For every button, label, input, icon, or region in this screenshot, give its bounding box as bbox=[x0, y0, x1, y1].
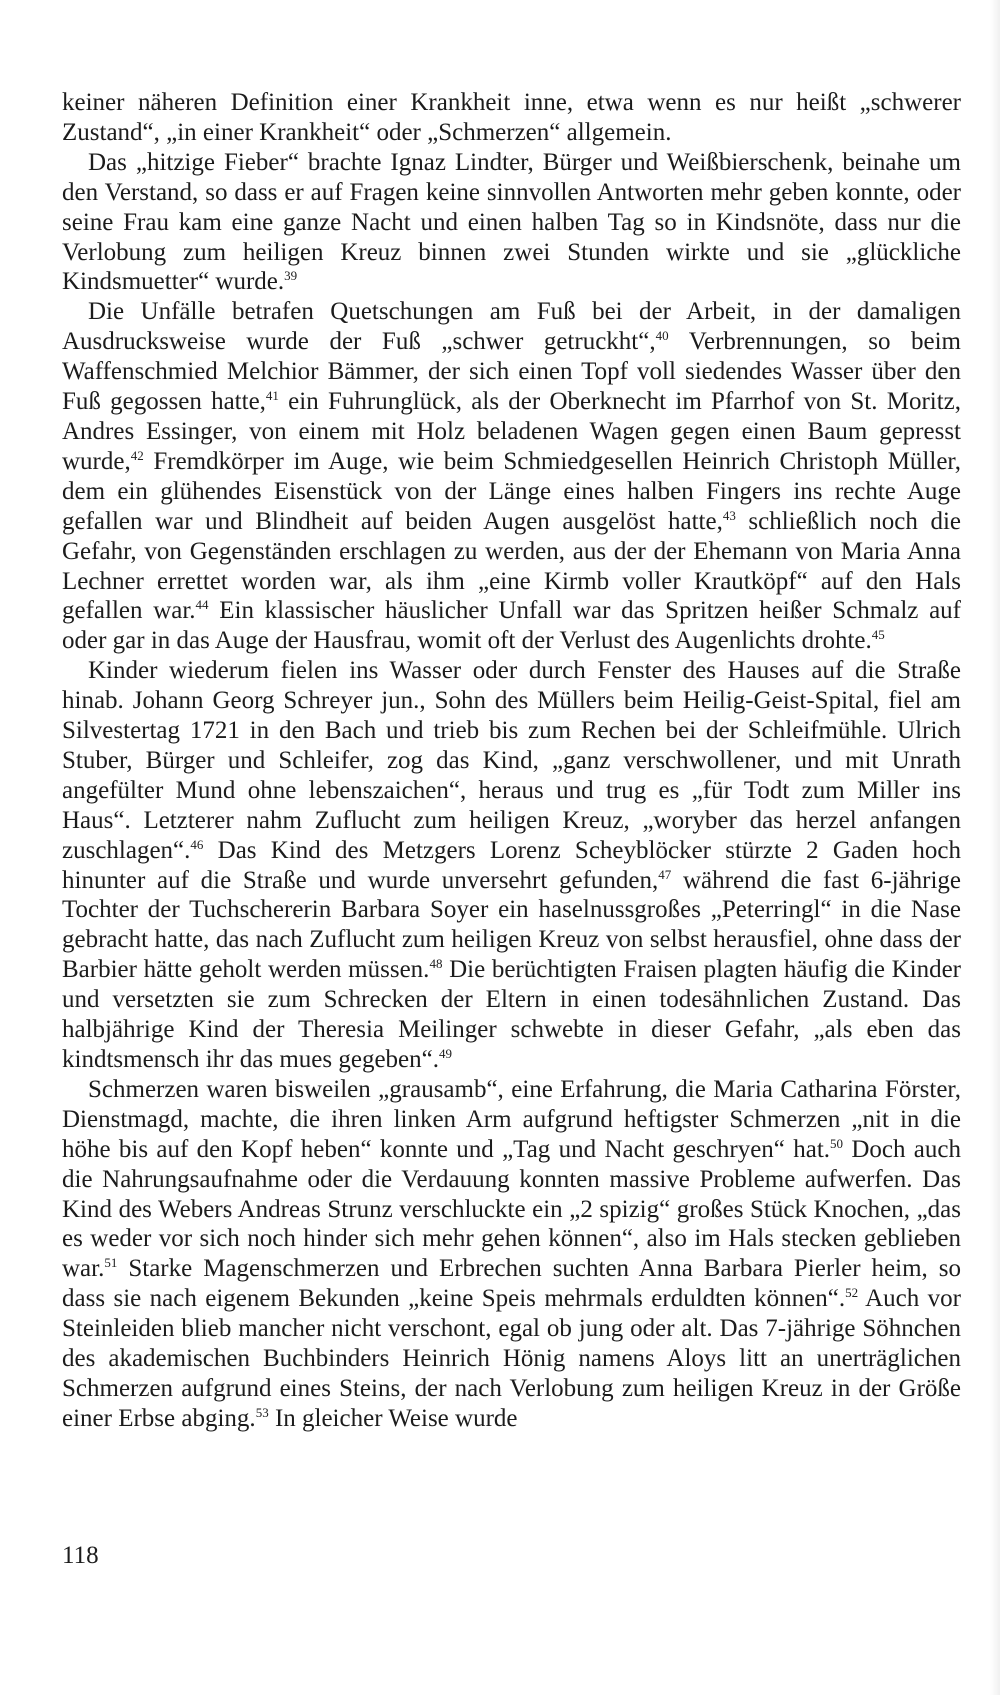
footnote-marker: 52 bbox=[845, 1285, 859, 1301]
text-segment: Kinder wiederum fielen ins Wasser oder durch Fenster des Hauses auf die Straße hinab. Johann Georg Schreyer jun., Sohn des Müllers beim Heilig-Geist-Spital, fiel am Silvestertag 1721 in den Bach und trieb bis zum Rechen bei der Schleifmühle. Ulrich Stuber, Bürger und Schleifer, zog das Kind, „ganz verschwollener, und mit Unrath angefülter Mund ohne lebenszaichen“, heraus und trug es „für Todt zum Miller ins Haus“. Letzterer nahm Zuflucht zum heiligen Kreuz, „woryber das herzel anfangen zuschlagen“. bbox=[62, 657, 961, 864]
text-segment: Das „hitzige Fieber“ brachte Ignaz Lindter, Bürger und Weißbierschenk, beinahe um den Verstand, so dass er auf Fragen keine sinnvollen Antworten mehr geben konnte, oder seine Frau kam eine ganze Nacht und einen halben Tag so in Kindsnöte, dass nur die Verlobung zum heiligen Kreuz binnen zwei Stunden wirkte und sie „glückliche Kindsmuetter“ wurde. bbox=[62, 148, 961, 296]
paragraph bbox=[62, 148, 961, 298]
text-segment: In gleicher Weise wurde bbox=[268, 1404, 518, 1432]
paragraph bbox=[62, 656, 961, 1075]
paragraph bbox=[62, 297, 961, 656]
footnote-marker: 51 bbox=[104, 1255, 118, 1271]
text-segment: schließlich noch die Gefahr, von Gegenständen erschlagen zu werden, aus der der Ehemann von Maria Anna Lechner errettet worden war, als ihm „eine Kirmb voller Krautköpf“ auf den Hals gefallen war. bbox=[62, 507, 961, 625]
paragraph bbox=[62, 1075, 961, 1434]
text-segment: Fremdkörper im Auge, wie beim Schmiedgesellen Heinrich Christoph Müller, dem ein glühendes Eisenstück von der Länge eines halben Fingers ins rechte Auge gefallen war und Blindheit auf beiden Augen ausgelöst hatte, bbox=[62, 447, 961, 535]
footnote-marker: 42 bbox=[130, 447, 144, 463]
text-segment: Verbrennungen, so beim Waffenschmied Melchior Bämmer, der sich einen Topf voll siedendes Wasser über den Fuß gegossen hatte, bbox=[62, 328, 961, 416]
text-segment: Die Unfälle betrafen Quetschungen am Fuß bei der Arbeit, in der damaligen Ausdrucksweise wurde der Fuß „schwer getruckht“, bbox=[62, 298, 961, 356]
footnote-marker: 47 bbox=[658, 866, 672, 882]
text-segment: Ein klassischer häuslicher Unfall war das Spritzen heißer Schmalz auf oder gar in das Auge der Hausfrau, womit oft der Verlust des Augenlichts drohte. bbox=[62, 597, 962, 655]
text-segment: ein Fuhrunglück, als der Oberknecht im Pfarrhof von St. Moritz, Andres Essinger, von einem mit Holz beladenen Wagen gegen einen Baum gepresst wurde, bbox=[62, 388, 962, 475]
footnote-marker: 46 bbox=[190, 836, 204, 852]
text-segment: Auch vor Steinleiden blieb mancher nicht verschont, egal ob jung oder alt. Das 7-jährige Söhnchen des akademischen Buchbinders Heinrich Hönig namens Aloys litt an unerträglichen Schmerzen aufgrund eines Steins, der nach Verlobung zum heiligen Kreuz in der Größe einer Erbse abging. bbox=[62, 1285, 961, 1432]
footnote-marker: 49 bbox=[439, 1046, 452, 1061]
footnote-marker: 45 bbox=[871, 627, 885, 643]
text-segment: Das Kind des Metzgers Lorenz Scheyblöcker stürzte 2 Gaden hoch hinunter auf die Straße und wurde unversehrt gefunden, bbox=[62, 836, 961, 894]
footnote-marker: 53 bbox=[255, 1404, 269, 1420]
text-segment: während die fast 6-jährige Tochter der Tuchschererin Barbara Soyer ein haselnussgroßes „Peterringl“ in die Nase gebracht hatte, das nach Zuflucht zum heiligen Kreuz von selbst herausfiel, ohne dass der Barbier hätte geholt werden müssen. bbox=[62, 866, 962, 984]
footnote-marker: 41 bbox=[265, 388, 279, 404]
text-segment: Die berüchtigten Fraisen plagten häufig die Kinder und versetzten sie zum Schrecken der Eltern in einen todesähnlichen Zustand. Das halbjährige Kind der Theresia Meilinger schwebte in dieser Gefahr, „als eben das kindtsmensch ihr das mues gegeben“. bbox=[62, 956, 961, 1073]
footnote-marker: 40 bbox=[655, 328, 669, 344]
text-segment: Doch auch die Nahrungsaufnahme oder die Verdauung konnten massive Probleme aufwerfen. Das Kind des Webers Andreas Strunz verschluckte ein „2 spizig“ großes Stück Knochen, „das es weder vor sich noch hinder sich mehr gehen können“, also im Hals stecken geblieben war. bbox=[62, 1135, 962, 1283]
text-segment: Starke Magenschmerzen und Erbrechen suchten Anna Barbara Pierler heim, so dass sie nach eigenem Bekunden „keine Speis mehrmals erduldten können“. bbox=[62, 1255, 961, 1313]
text-segment: Schmerzen waren bisweilen „grausamb“, eine Erfahrung, die Maria Catharina Förster, Dienstmagd, machte, die ihren linken Arm aufgrund heftigster Schmerzen „nit in die höhe bis auf den Kopf heben“ konnte und „Tag und Nacht geschryen“ hat. bbox=[62, 1075, 961, 1163]
footnote-marker: 44 bbox=[195, 597, 209, 613]
footnote-marker: 50 bbox=[830, 1135, 844, 1151]
paragraph bbox=[62, 88, 961, 148]
page-edge-shadow bbox=[990, 0, 1000, 1695]
footnote-marker: 43 bbox=[722, 507, 736, 523]
page-number: 118 bbox=[62, 1542, 99, 1569]
footnote-marker: 48 bbox=[429, 956, 443, 972]
text-segment: keiner näheren Definition einer Krankheit inne, etwa wenn es nur heißt „schwerer Zustand“, „in einer Krankheit“ oder „Schmerzen“ allgemein. bbox=[62, 89, 961, 146]
body-text bbox=[62, 88, 961, 1434]
footnote-marker: 39 bbox=[284, 268, 298, 284]
